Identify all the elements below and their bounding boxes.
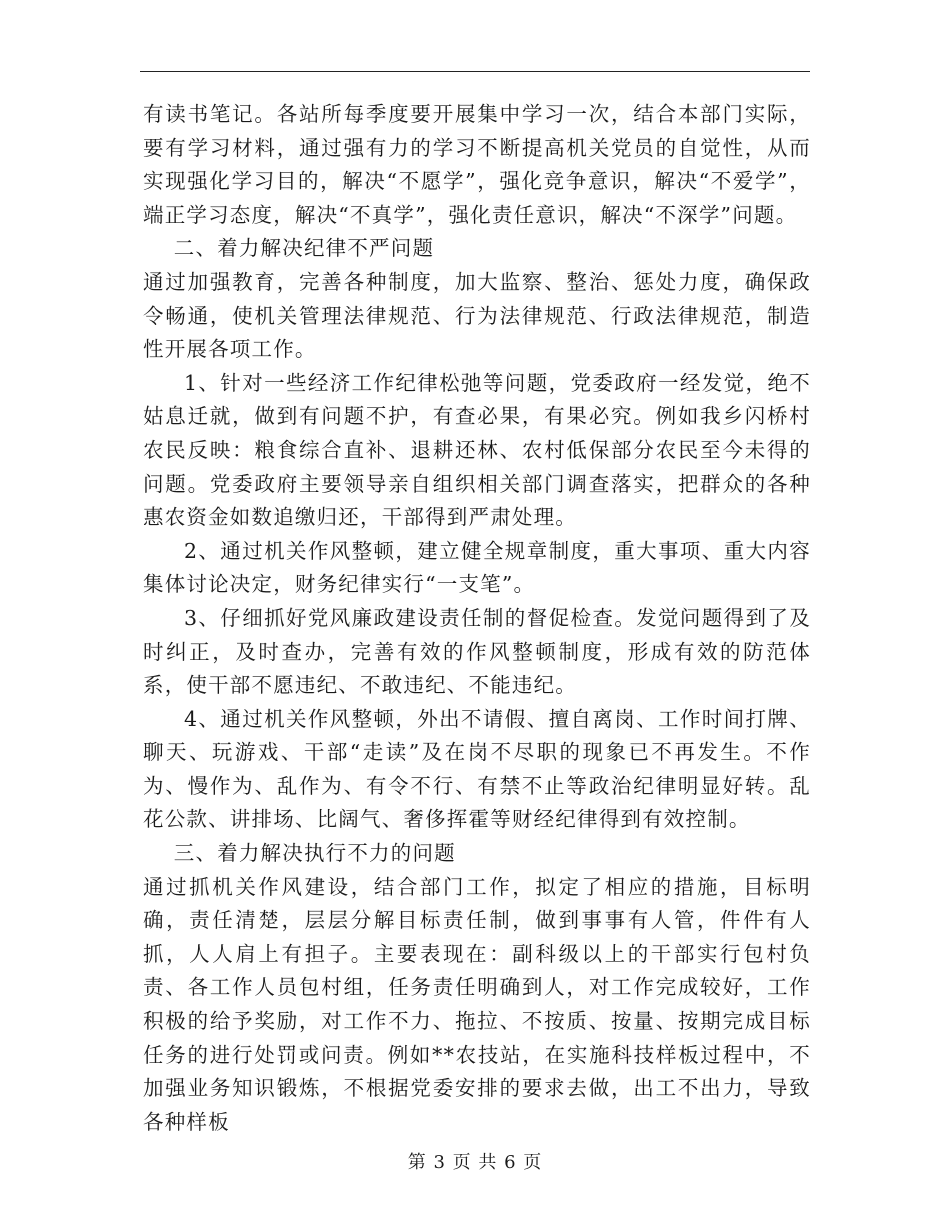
paragraph-item-2: 2、通过机关作风整顿，建立健全规章制度，重大事项、重大内容集体讨论决定，财务纪律实行“一支笔”。 — [143, 538, 811, 597]
paragraph-item-1: 1、针对一些经济工作纪律松弛等问题，党委政府一经发觉，绝不姑息迁就，做到有问题不护，有查必果，有果必究。例如我乡闪桥村农民反映：粮食综合直补、退耕还林、农村低保部分农民至今未得的问题。党委政府主要领导亲自组织相关部门调查落实，把群众的各种惠农资金如数追缴归还，干部得到严肃处理。 — [143, 370, 811, 530]
header-rule — [140, 71, 810, 72]
paragraph-discipline-intro: 通过加强教育，完善各种制度，加大监察、整治、惩处力度，确保政令畅通，使机关管理法律规范、行为法律规范、行政法律规范，制造性开展各项工作。 — [143, 269, 811, 362]
body-text — [143, 98, 811, 1139]
paragraph-item-3: 3、仔细抓好党风廉政建设责任制的督促检查。发觉问题得到了及时纠正，及时查办，完善有效的作风整顿制度，形成有效的防范体系，使干部不愿违纪、不敢违纪、不能违纪。 — [143, 605, 811, 698]
paragraph-study: 有读书笔记。各站所每季度要开展集中学习一次，结合本部门实际，要有学习材料，通过强有力的学习不断提高机关党员的自觉性，从而实现强化学习目的，解决“不愿学”，强化竞争意识，解决“不爱学”，端正学习态度，解决“不真学”，强化责任意识，解决“不深学”问题。 — [143, 102, 811, 227]
section-heading-discipline: 二、着力解决纪律不严问题 — [173, 236, 435, 261]
paragraph-execution: 通过抓机关作风建设，结合部门工作，拟定了相应的措施，目标明确，责任清楚，层层分解目标责任制，做到事事有人管，件件有人抓，人人肩上有担子。主要表现在：副科级以上的干部实行包村负责、各工作人员包村组，任务责任明确到人，对工作完成较好，工作积极的给予奖励，对工作不力、拖拉、不按质、按量、按期完成目标任务的进行处罚或问责。例如**农技站，在实施科技样板过程中，不加强业务知识锻炼，不根据党委安排的要求去做，出工不出力，导致各种样板 — [143, 874, 811, 1134]
paragraph-item-4: 4、通过机关作风整顿，外出不请假、擅自离岗、工作时间打牌、聊天、玩游戏、干部“走读”及在岗不尽职的现象已不再发生。不作为、慢作为、乱作为、有令不行、有禁不止等政治纪律明显好转。乱花公款、讲排场、比阔气、奢侈挥霍等财经纪律得到有效控制。 — [143, 706, 811, 832]
section-heading-execution: 三、着力解决执行不力的问题 — [173, 841, 456, 866]
page-number-footer: 第 3 页 共 6 页 — [407, 1152, 543, 1173]
